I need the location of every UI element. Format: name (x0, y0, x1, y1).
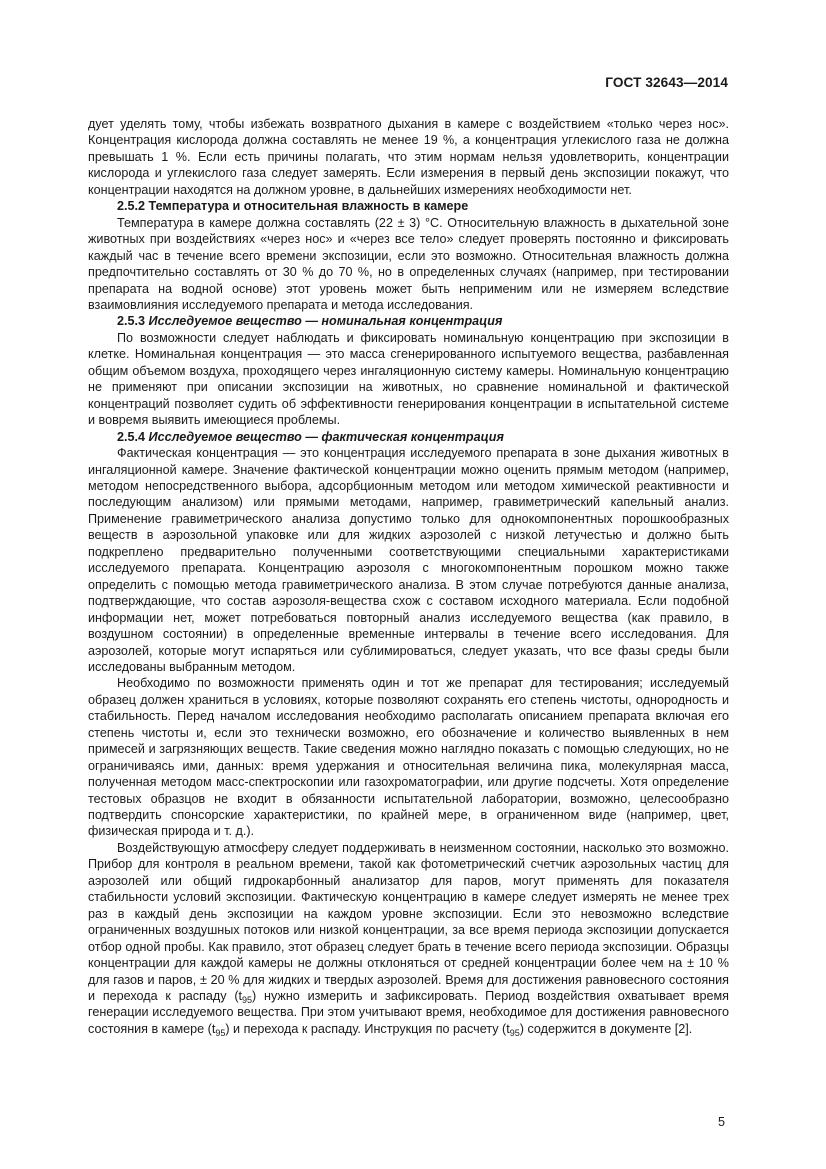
paragraph: По возможности следует наблюдать и фиксировать номинальную концентрацию при экспозиции в клетке. Номинальная концентрация — это масса сгенерированного испытуемого вещества, разбавленная общим объемом воздуха, проходящего через ингаляционную систему камеры. Номинальную концентрацию не применяют при описании экспозиции на животных, но сравнение номинальной и фактической концентраций позволяет судить об эффективности генерирования концентрации в испытательной системе и вовремя выявить имеющиеся проблемы. (88, 330, 729, 428)
section-title: Исследуемое вещество — номинальная концентрация (148, 314, 503, 329)
section-title: Температура и относительная влажность в камере (148, 199, 469, 214)
section-number: 2.5.2 (117, 199, 146, 214)
document-body (88, 116, 729, 1037)
section-title: Исследуемое вещество — фактическая концентрация (148, 429, 504, 444)
paragraph: Воздействующую атмосферу следует поддерживать в неизменном состоянии, насколько это возможно. Прибор для контроля в реальном времени, такой как фотометрический счетчик аэрозольных частиц для аэрозолей или общий гидрокарбонный анализатор для паров, могут применять для показателя стабильности условий экспозиции. Фактическую концентрацию в камере следует измерять не менее трех раз в каждый день экспозиции на каждом уровне экспозиции. Если это невозможно вследствие ограниченных воздушных потоков или низкой концентрации, за все время периода экспозиции допускается отбор одной пробы. Как правило, этот образец следует брать в течение всего периода экспозиции. Образцы концентрации для каждой камеры не должны отклоняться от средней концентрации более чем на ± 10 % для газов и паров, ± 20 % для жидких и твердых аэрозолей. Время для достижения равновесного состояния и перехода к распаду $(t_{95})$ нужно измерить и зафиксировать. Период воздействия охватывает время генерации исследуемого вещества. При этом учитывают время, необходимое для достижения равновесного состояния в камере $(t_{95})$ и перехода к распаду. Инструкция по расчету $(t_{95})$ содержится в документе [2]. (88, 840, 729, 1038)
paragraph: дует уделять тому, чтобы избежать возвратного дыхания в камере с воздействием «только через нос». Концентрация кислорода должна составлять не менее 19 %, а концентрация углекислого газа не должна превышать 1 %. Если есть причины полагать, что этим нормам нельзя удовлетворить, концентрации кислорода и углекислого газа следует замерять. Если измерения в первый день экспозиции покажут, что концентрации находятся на должном уровне, в дальнейших измерениях необходимости нет. (88, 117, 729, 197)
page-number: 5 (717, 1115, 725, 1129)
paragraph: Температура в камере должна составлять (22 ± 3) °С. Относительную влажность в дыхательной зоне животных при воздействиях «через нос» и «через все тело» следует проверять постоянно и фиксировать каждый час в течение всего времени экспозиции, если это возможно. Относительная влажность должна предпочтительно составлять от 30 % до 70 %, но в определенных случаях (например, при тестировании препарата на водной основе) этот уровень может быть неприменим или не измеряем вследствие взаимовлияния исследуемого препарата и метода исследования. (88, 215, 729, 312)
paragraph: Фактическая концентрация — это концентрация исследуемого препарата в зоне дыхания животных в ингаляционной камере. Значение фактической концентрации можно оценить прямым методом (например, методом непосредственного выбора, адсорбционным методом или методом химической реактивности и последующим анализом) или прямыми методами, например, гравиметрический капельный анализ. Применение гравиметрического анализа допустимо только для однокомпонентных порошкообразных веществ в аэрозольной упаковке или для жидких аэрозолей с низкой летучестью и должно быть подкреплено предварительно полученными соответствующими специальными характеристиками исследуемого препарата. Концентрацию аэрозоля с многокомпонентным порошком можно также определить с помощью метода гравиметрического анализа. В этом случае потребуются данные анализа, подтверждающие, что состав аэрозоля-вещества схож с составом исходного материала. Если подобной информации нет, может потребоваться повторный анализ исследуемого вещества (как правило, в воздушном состоянии) в определенные временные интервалы в течение всего исследования. Для аэрозолей, которые могут испаряться или сублимироваться, следует указать, что все фазы среды были исследованы выбранным методом. (88, 446, 729, 674)
section-heading (88, 429, 729, 445)
section-number: 2.5.4 (117, 429, 146, 444)
section-heading (88, 198, 729, 214)
paragraph: Необходимо по возможности применять один и тот же препарат для тестирования; исследуемый образец должен храниться в условиях, которые позволяют сохранять его степень чистоты, однородность и стабильность. Перед началом исследования необходимо располагать описанием препарата включая его степень чистоты и, если это технически возможно, его обозначение и количество выявленных в нем примесей и загрязняющих веществ. Такие сведения можно наглядно показать с помощью следующих, но не ограничиваясь ими, данных: время удержания и относительная величина пика, молекулярная масса, полученная методом масс-спектроскопии или газохроматографии, или другие подсчеты. Хотя определение тестовых образцов не входит в обязанности испытательной лаборатории, возможно, целесообразно подтвердить спонсорские характеристики, по крайней мере, в ограниченном виде (например, цвет, физическая природа и т. д.). (88, 676, 729, 839)
section-number: 2.5.3 (117, 314, 146, 329)
standard-header: ГОСТ 32643—2014 (605, 75, 728, 90)
section-heading (88, 313, 729, 329)
